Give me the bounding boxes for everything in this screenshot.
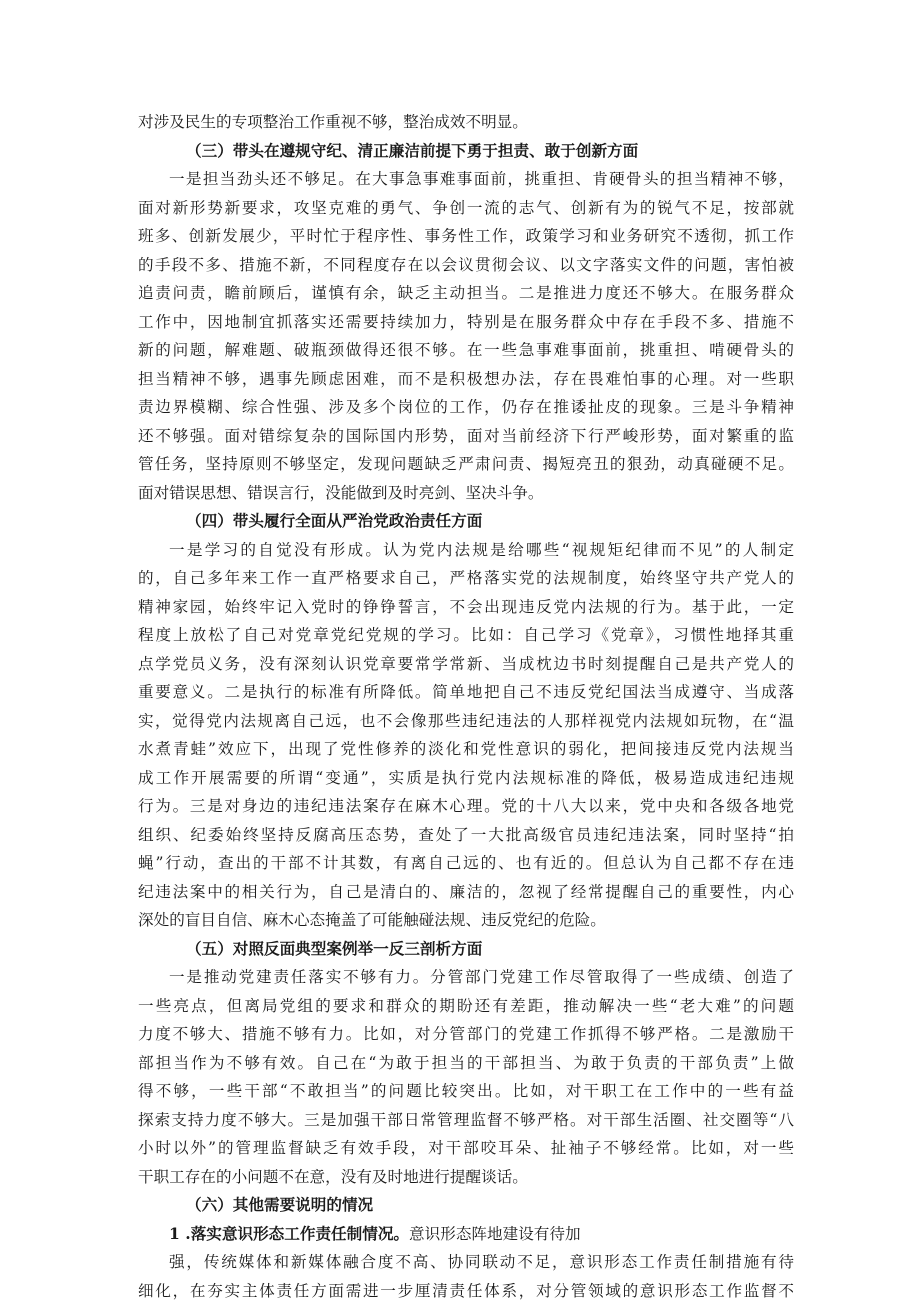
paragraph-line: 一是推动党建责任落实不够有力。分管部门党建工作尽管取得了一些成绩、创造了 bbox=[138, 963, 794, 992]
paragraph-line: 管任务，坚持原则不够坚定，发现问题缺乏严肃问责、揭短亮丑的狠劲，动真碰硬不足。 bbox=[138, 450, 794, 479]
paragraph-line: 得不够，一些干部“不敢担当”的问题比较突出。比如，对干职工在工作中的一些有益 bbox=[138, 1077, 794, 1106]
paragraph-line: 强，传统媒体和新媒体融合度不高、协同联动不足，意识形态工作责任制措施有待 bbox=[138, 1248, 794, 1277]
paragraph-line: 面对错误思想、错误言行，没能做到及时亮剑、坚决斗争。 bbox=[138, 479, 794, 508]
document-page bbox=[138, 108, 794, 1305]
paragraph-line: 干职工存在的小问题不在意，没有及时地进行提醒谈话。 bbox=[138, 1163, 794, 1192]
paragraph-line: 还不够强。面对错综复杂的国际国内形势，面对当前经济下行严峻形势，面对繁重的监 bbox=[138, 422, 794, 451]
paragraph-line: 实，觉得党内法规离自己远，也不会像那些违纪违法的人那样视党内法规如玩物，在“温 bbox=[138, 707, 794, 736]
paragraph-line: 工作中，因地制宜抓落实还需要持续加力，特别是在服务群众中存在手段不多、措施不 bbox=[138, 308, 794, 337]
paragraph-line: 力度不够大、措施不够有力。比如，对分管部门的党建工作抓得不够严格。二是激励干 bbox=[138, 1020, 794, 1049]
section-heading-3: （三）带头在遵规守纪、清正廉洁前提下勇于担责、敢于创新方面 bbox=[138, 137, 794, 166]
section-3-body bbox=[138, 165, 794, 507]
section-heading-4: （四）带头履行全面从严治党政治责任方面 bbox=[138, 507, 794, 536]
section-heading-6: （六）其他需要说明的情况 bbox=[138, 1191, 794, 1220]
paragraph-line: 追责问责，瞻前顾后，谨慎有余，缺乏主动担当。二是推进力度还不够大。在服务群众 bbox=[138, 279, 794, 308]
paragraph-line: 纪违法案中的相关行为，自己是清白的、廉洁的，忽视了经常提醒自己的重要性，内心 bbox=[138, 878, 794, 907]
paragraph-line: 的手段不多、措施不新，不同程度存在以会议贯彻会议、以文字落实文件的问题，害怕被 bbox=[138, 251, 794, 280]
paragraph-line: 班多、创新发展少，平时忙于程序性、事务性工作，政策学习和业务研究不透彻，抓工作 bbox=[138, 222, 794, 251]
section-4-body bbox=[138, 536, 794, 935]
section-heading-5: （五）对照反面典型案例举一反三剖析方面 bbox=[138, 935, 794, 964]
paragraph-line: 细化，在夯实主体责任方面需进一步厘清责任体系，对分管领域的意识形态工作监督不 bbox=[138, 1277, 794, 1305]
paragraph-line: 一是担当劲头还不够足。在大事急事难事面前，挑重担、肯硬骨头的担当精神不够， bbox=[138, 165, 794, 194]
list-item-1 bbox=[138, 1220, 794, 1249]
paragraph-line: 一些亮点，但离局党组的要求和群众的期盼还有差距，推动解决一些“老大难”的问题 bbox=[138, 992, 794, 1021]
paragraph-line: 点学党员义务，没有深刻认识党章要常学常新、当成枕边书时刻提醒自己是共产党人的 bbox=[138, 650, 794, 679]
paragraph-line: 精神家园，始终牢记入党时的铮铮誓言，不会出现违反党内法规的行为。基于此，一定 bbox=[138, 593, 794, 622]
list-item-text: 意识形态阵地建设有待加 bbox=[409, 1225, 581, 1243]
paragraph-line: 成工作开展需要的所谓“变通”，实质是执行党内法规标准的降低，极易造成违纪违规 bbox=[138, 764, 794, 793]
paragraph-line: 面对新形势新要求，攻坚克难的勇气、争创一流的志气、创新有为的锐气不足，按部就 bbox=[138, 194, 794, 223]
paragraph-line: 探索支持力度不够大。三是加强干部日常管理监督不够严格。对干部生活圈、社交圈等“八 bbox=[138, 1106, 794, 1135]
paragraph-line: 小时以外”的管理监督缺乏有效手段，对干部咬耳朵、扯袖子不够经常。比如，对一些 bbox=[138, 1134, 794, 1163]
paragraph-line: 一是学习的自觉没有形成。认为党内法规是给哪些“视规矩纪律而不见”的人制定 bbox=[138, 536, 794, 565]
paragraph-line: 对涉及民生的专项整治工作重视不够，整治成效不明显。 bbox=[138, 108, 794, 137]
paragraph-line: 的，自己多年来工作一直严格要求自己，严格落实党的法规制度，始终坚守共产党人的 bbox=[138, 564, 794, 593]
paragraph-line: 责边界模糊、综合性强、涉及多个岗位的工作，仍存在推诿扯皮的现象。三是斗争精神 bbox=[138, 393, 794, 422]
paragraph-line: 蝇”行动，查出的干部不计其数，有离自己远的、也有近的。但总认为自己都不存在违 bbox=[138, 849, 794, 878]
paragraph-line: 部担当作为不够有效。自己在“为敢于担当的干部担当、为敢于负责的干部负责”上做 bbox=[138, 1049, 794, 1078]
paragraph-line: 深处的盲目自信、麻木心态掩盖了可能触碰法规、违反党纪的危险。 bbox=[138, 906, 794, 935]
section-5-body bbox=[138, 963, 794, 1191]
paragraph-line: 行为。三是对身边的违纪违法案存在麻木心理。党的十八大以来，党中央和各级各地党 bbox=[138, 792, 794, 821]
paragraph-line: 重要意义。二是执行的标准有所降低。简单地把自己不违反党纪国法当成遵守、当成落 bbox=[138, 678, 794, 707]
list-item-title: 1 .落实意识形态工作责任制情况。 bbox=[169, 1224, 409, 1243]
paragraph-line: 组织、纪委始终坚持反腐高压态势，查处了一大批高级官员违纪违法案，同时坚持“拍 bbox=[138, 821, 794, 850]
paragraph-line: 水煮青蛙”效应下，出现了党性修养的淡化和党性意识的弱化，把间接违反党内法规当 bbox=[138, 735, 794, 764]
section-6-body bbox=[138, 1248, 794, 1305]
paragraph-line: 新的问题，解难题、破瓶颈做得还很不够。在一些急事难事面前，挑重担、啃硬骨头的 bbox=[138, 336, 794, 365]
paragraph-line: 担当精神不够，遇事先顾虑困难，而不是积极想办法，存在畏难怕事的心理。对一些职 bbox=[138, 365, 794, 394]
paragraph-line: 程度上放松了自己对党章党纪党规的学习。比如：自己学习《党章》，习惯性地择其重 bbox=[138, 621, 794, 650]
